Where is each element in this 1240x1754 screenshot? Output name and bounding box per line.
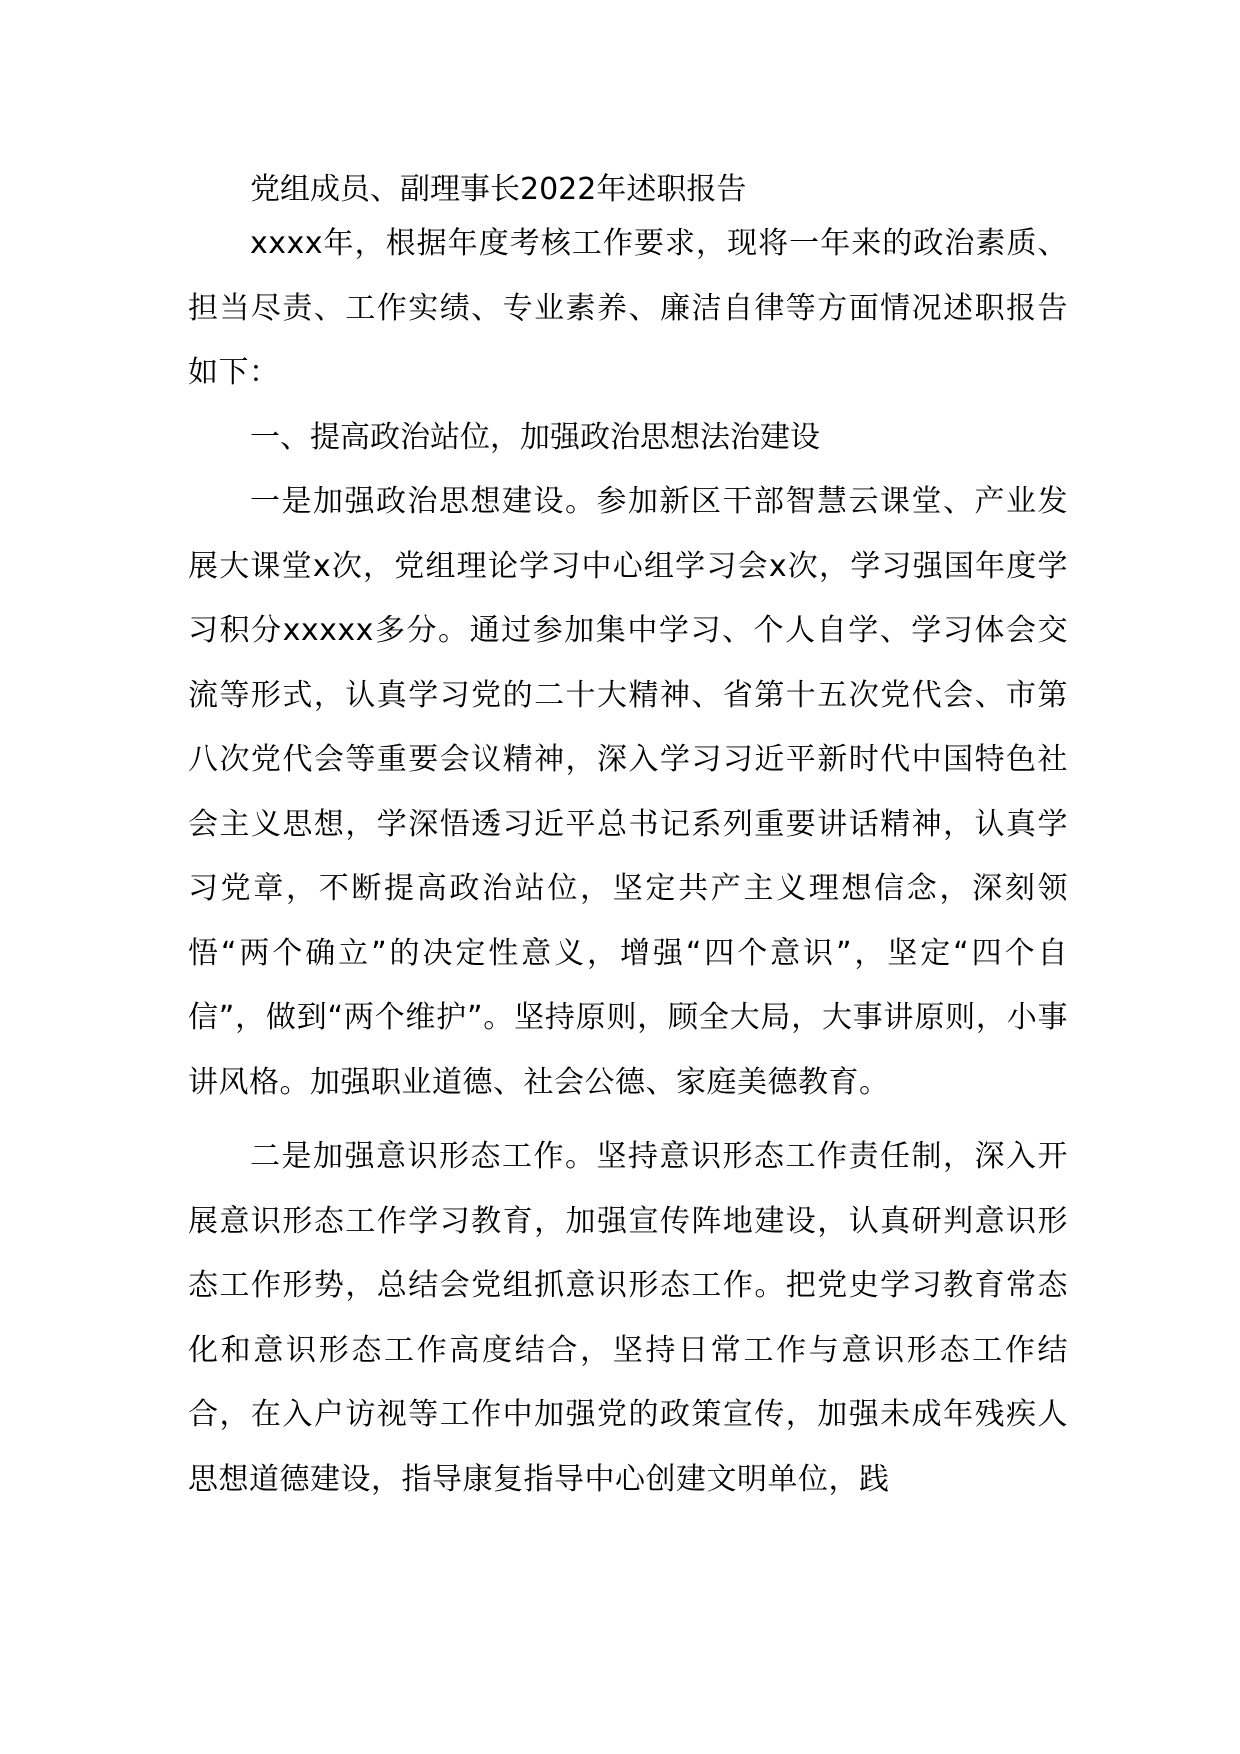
- section-heading: 一、提高政治站位，加强政治思想法治建设: [250, 419, 820, 455]
- intro-paragraph: xxxx年，根据年度考核工作要求，现将一年来的政治素质、担当尽责、工作实绩、专业素养、廉洁自律等方面情况述职报告如下：: [188, 226, 1068, 390]
- paragraph-gap: [188, 1115, 1068, 1125]
- document-page: [188, 162, 1068, 1512]
- document-title: 党组成员、副理事长2022年述职报告: [250, 172, 747, 207]
- body-paragraph-1: 一是加强政治思想建设。参加新区干部智慧云课堂、产业发展大课堂x次，党组理论学习中心组学习会x次，学习强国年度学习积分xxxxx多分。通过参加集中学习、个人自学、学习体会交流等形式，认真学习党的二十大精神、省第十五次党代会、市第八次党代会等重要会议精神，深入学习习近平新时代中国特色社会主义思想，学深悟透习近平总书记系列重要讲话精神，认真学习党章，不断提高政治站位，坚定共产主义理想信念，深刻领悟“两个确立”的决定性意义，增强“四个意识”，坚定“四个自信”，做到“两个维护”。坚持原则，顾全大局，大事讲原则，小事讲风格。加强职业道德、社会公德、家庭美德教育。: [188, 484, 1068, 1100]
- body-paragraph-2: 二是加强意识形态工作。坚持意识形态工作责任制，深入开展意识形态工作学习教育，加强宣传阵地建设，认真研判意识形态工作形势，总结会党组抓意识形态工作。把党史学习教育常态化和意识形态工作高度结合，坚持日常工作与意识形态工作结合，在入户访视等工作中加强党的政策宣传，加强未成年残疾人思想道德建设，指导康复指导中心创建文明单位，践: [188, 1139, 1068, 1497]
